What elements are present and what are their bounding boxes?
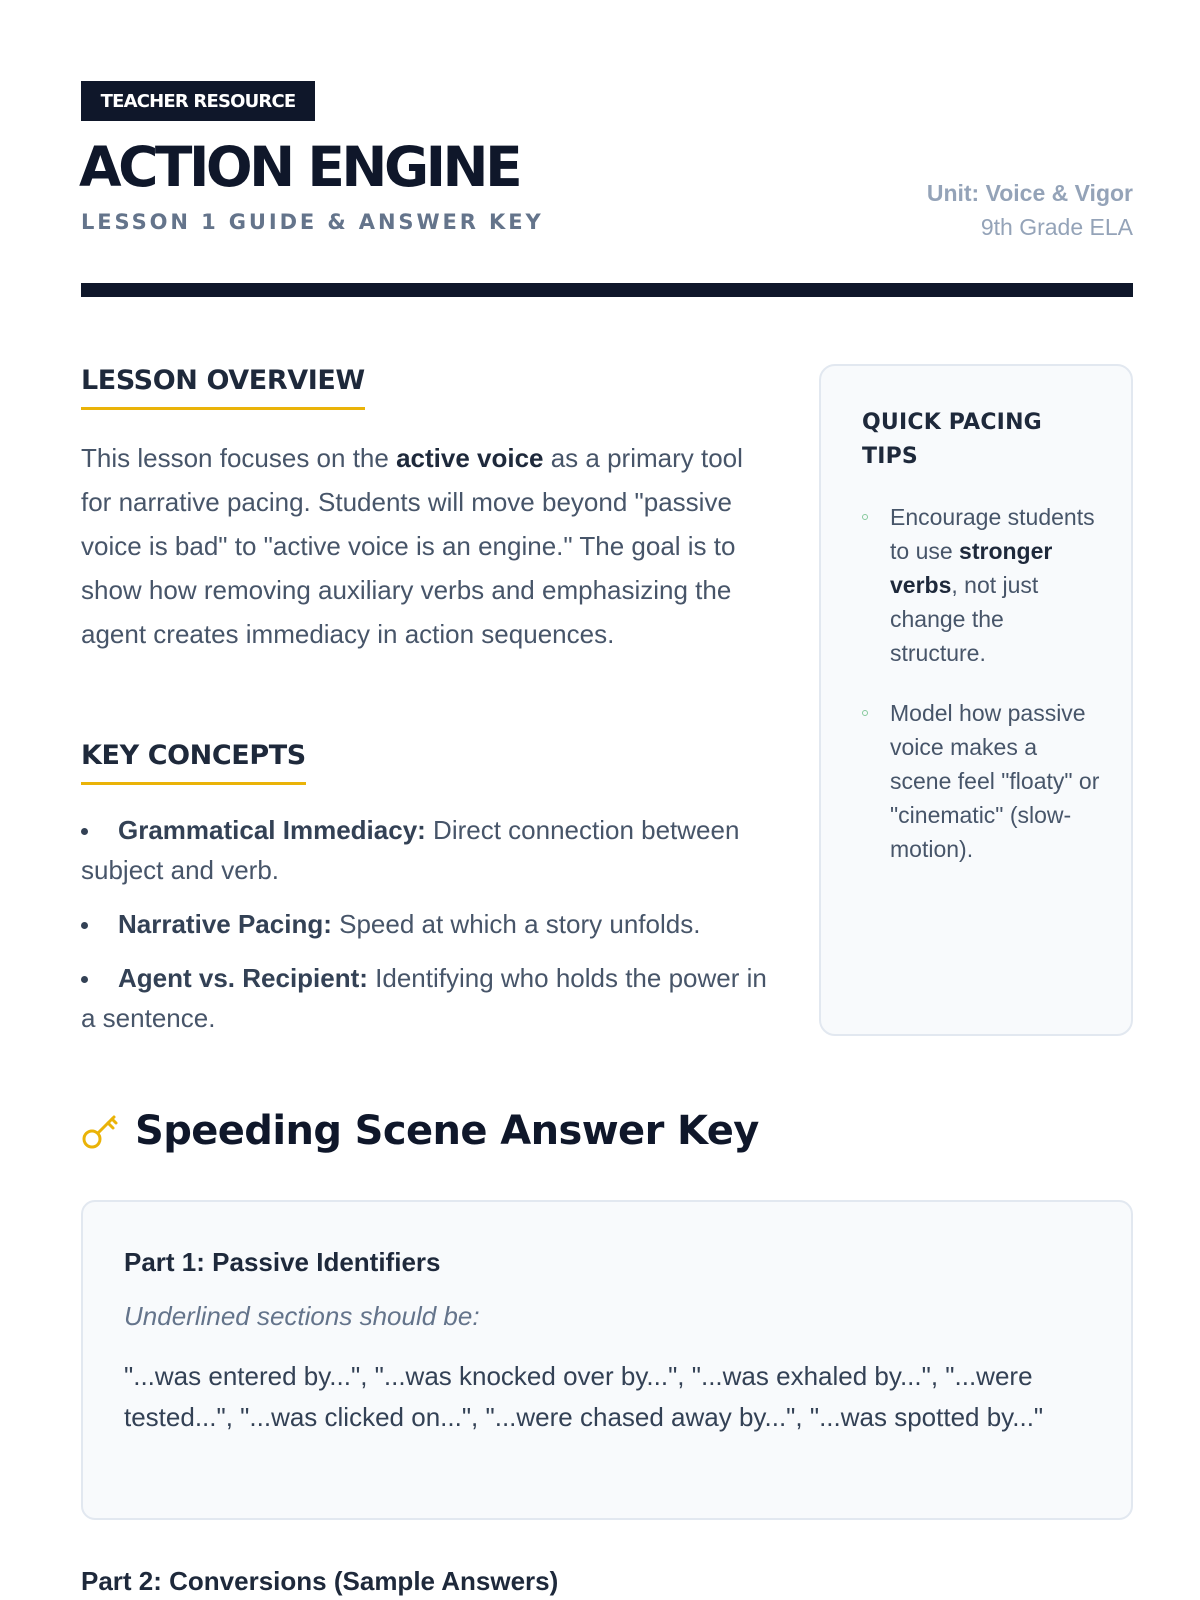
answer-key-title: Speeding Scene Answer Key xyxy=(135,1108,759,1154)
circle-bullet-icon xyxy=(862,710,868,716)
concept-definition: Identifying who holds the power in a sentence. xyxy=(81,963,767,1033)
page xyxy=(81,0,1133,1600)
lesson-overview-heading: LESSON OVERVIEW xyxy=(81,362,365,410)
unit-meta xyxy=(927,176,1133,244)
pacing-tips-card xyxy=(819,364,1133,1036)
tip-item xyxy=(862,500,1102,670)
part1-note: Underlined sections should be: xyxy=(124,1301,480,1331)
concept-definition: Direct connection between subject and verb. xyxy=(81,815,740,885)
key-concepts-list xyxy=(81,810,771,1052)
grade-label: 9th Grade ELA xyxy=(980,214,1133,240)
tip-item xyxy=(862,696,1102,866)
concept-term: Agent vs. Recipient: xyxy=(118,963,368,993)
pacing-tips-title: QUICK PACING TIPS xyxy=(862,410,1042,469)
key-concepts-heading: KEY CONCEPTS xyxy=(81,737,306,785)
part1-title: Part 1: Passive Identifiers xyxy=(124,1247,441,1277)
part2-title: Part 2: Conversions (Sample Answers) xyxy=(81,1566,559,1596)
concept-term: Grammatical Immediacy: xyxy=(118,815,426,845)
overview-text-end: as a primary tool for narrative pacing. Students will move beyond "passive voice is bad" to "active voice is an engine." The goal is to show how removing auxiliary verbs and emphasizing the agent creates immediacy in action sequences. xyxy=(81,443,743,649)
overview-text-start: This lesson focuses on the xyxy=(81,443,397,473)
tip-text-bold: stronger verbs xyxy=(890,538,1053,598)
part1-answers: "...was entered by...", "...was knocked over by...", "...was exhaled by...", "...were tested...", "...was clicked on...", "...were chased away by...", "...was spotted by..." xyxy=(124,1361,1044,1432)
document-subtitle: LESSON 1 GUIDE & ANSWER KEY xyxy=(81,210,544,234)
document-title: ACTION ENGINE xyxy=(79,135,520,199)
pacing-tips-list xyxy=(862,500,1102,892)
tip-text-end: , not just change the structure. xyxy=(890,572,1039,666)
concept-item xyxy=(81,904,771,944)
tip-text: Model how passive voice makes a scene feel "floaty" or "cinematic" (slow-motion). xyxy=(890,700,1100,862)
concept-term: Narrative Pacing: xyxy=(118,909,332,939)
concept-definition: Speed at which a story unfolds. xyxy=(331,909,701,939)
concept-item xyxy=(81,958,771,1038)
key-icon xyxy=(81,1112,119,1150)
answer-key-heading xyxy=(81,1105,759,1157)
lesson-overview-text xyxy=(81,436,761,656)
circle-bullet-icon xyxy=(862,514,868,520)
overview-text-bold: active voice xyxy=(396,443,544,473)
tip-text-start: Encourage students to use xyxy=(890,504,1095,564)
teacher-resource-badge: TEACHER RESOURCE xyxy=(81,81,315,121)
unit-label: Unit: Voice & Vigor xyxy=(926,180,1133,206)
concept-item xyxy=(81,810,771,890)
part1-answer-card xyxy=(81,1200,1133,1520)
header-divider xyxy=(81,283,1133,297)
